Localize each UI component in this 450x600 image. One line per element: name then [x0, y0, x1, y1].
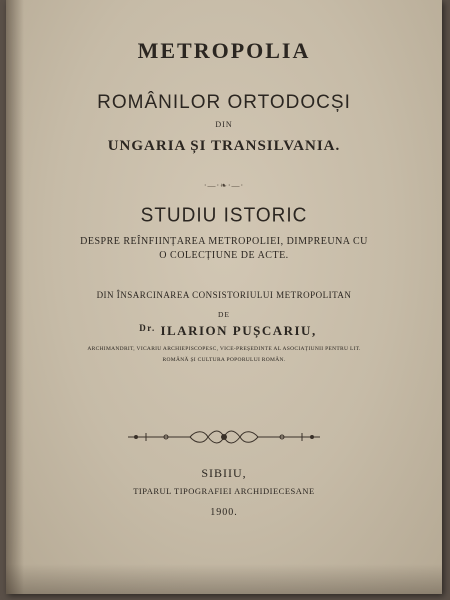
subtitle-line-2: UNGARIA ȘI TRANSILVANIA.: [107, 138, 341, 154]
author-roles-line-1: ARCHIMANDRIT, VICARIU ARCHIEPISCOPESC, VICE-PREȘEDINTE AL ASOCIAȚIUNII PENTRU LIT.: [87, 346, 361, 352]
by-line: DE: [218, 310, 230, 319]
commission-line: DIN ÎNSARCINAREA CONSISTORIULUI METROPOLITAN: [96, 290, 352, 300]
title-page: [6, 0, 442, 594]
fleuron-ornament-icon: ·—·❧·—·: [203, 181, 245, 190]
imprint-city: SIBIIU,: [201, 466, 247, 480]
author-prefix: Dr.: [139, 323, 156, 333]
imprint-printer: TIPARUL TIPOGRAFIEI ARCHIDIECESANE: [133, 486, 315, 496]
description-line-2: O COLECȚIUNE DE ACTE.: [159, 250, 289, 261]
study-title: STUDIU ISTORIC: [140, 204, 308, 227]
author-name: ILARION PUȘCARIU,: [160, 323, 317, 338]
book-title: METROPOLIA: [137, 38, 311, 63]
author-roles-line-2: ROMÂNĂ ȘI CULTURA POPORULUI ROMÂN.: [162, 357, 286, 363]
imprint-year: 1900.: [210, 507, 238, 518]
description-line-1: DESPRE REÎNFIINȚAREA METROPOLIEI, DIMPREUNA CU: [80, 236, 368, 247]
conjunction-din: DIN: [215, 120, 233, 129]
author-line: [10, 323, 446, 339]
page-bottom-shadow: [6, 564, 442, 594]
decorative-rule-ornament-icon: [126, 427, 322, 447]
subtitle-line-1: ROMÂNILOR ORTODOCȘI: [97, 92, 351, 113]
